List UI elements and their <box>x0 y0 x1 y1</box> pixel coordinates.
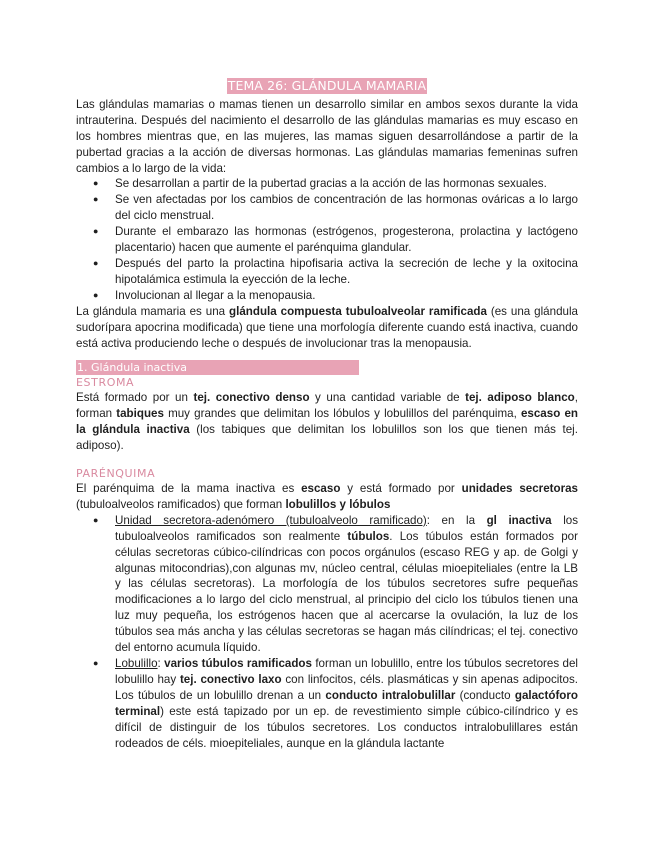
section-heading: 1. Glándula inactiva <box>76 360 359 375</box>
list-item: ● Durante el embarazo las hormonas (estrógenos, progesterona, prolactina y lactógeno placentario) hacen que aumente el parénquima glandular. <box>115 224 578 256</box>
list-item: ● Se desarrollan a partir de la pubertad gracias a la acción de las hormonas sexuales. <box>115 176 578 192</box>
list-item: ● Después del parto la prolactina hipofisaria activa la secreción de leche y la oxitocina hipotalámica estimula la eyección de la leche. <box>115 256 578 288</box>
estroma-paragraph: Está formado por un tej. conectivo denso y una cantidad variable de tej. adiposo blanco, forman tabiques muy grandes que delimitan los lóbulos y lobulillos del parénquima, escaso en la glándula inactiva (los tabiques que delimitan los lobulillos son los que tienen más tej. adiposo). <box>76 391 578 453</box>
intro-closing-paragraph: La glándula mamaria es una glándula compuesta tubuloalveolar ramificada (es una glándula sudorípara apocrina modificada) que tiene una morfología diferente cuando está inactiva, cuando está activa produciendo leche o después de involucionar tras la menopausia. <box>76 304 578 350</box>
list-item: ● Se ven afectadas por los cambios de concentración de las hormonas ováricas a lo largo del ciclo menstrual. <box>115 192 578 224</box>
document-page <box>76 78 578 751</box>
emphasis: glándula compuesta tubuloalveolar ramificada <box>229 304 487 318</box>
list-item-unidad-secretora: ● Unidad secretora-adenómero (tubuloalveolo ramificado): en la gl inactiva los tubuloalveolos ramificados son realmente túbulos. Los túbulos están formados por células secretoras cúbico-cilíndricas con pocos orgánulos (escaso REG y ap. de Golgi y algunas mitocondrias),con algunas mv, núcleo central, células mioepiteliales (entre la LB y las células secretoras). La morfología de los túbulos secretores sufre pequeñas modificaciones a lo largo del ciclo menstrual, al principio del ciclo los túbulos tienen una luz muy pequeña, los estrógenos hacen que al acercarse la ovulación, la luz de los túbulos sea más ancha y las células secretoras se hagan más cilíndricas; el tej. conectivo del entorno acumula líquido. <box>115 513 578 656</box>
parenquima-paragraph: El parénquima de la mama inactiva es escaso y está formado por unidades secretoras (tubuloalveolos ramificados) que forman lobulillos y lóbulos <box>76 482 578 511</box>
intro-bullet-list <box>76 176 578 303</box>
parenquima-heading: PARÉNQUIMA <box>76 467 156 481</box>
estroma-heading: ESTROMA <box>76 376 135 390</box>
list-item-lobulillo: ● Lobulillo: varios túbulos ramificados forman un lobulillo, entre los túbulos secretores del lobulillo hay tej. conectivo laxo con linfocitos, céls. plasmáticas y sin apenas adipocitos. Los túbulos de un lobulillo drenan a un conducto intralobulillar (conducto galactóforo terminal) este está tapizado por un ep. de revestimiento simple cúbico-cilíndrico y es difícil de distinguir de los túbulos secretores. Los conductos intralobulillares están rodeados de céls. mioepiteliales, aunque en la glándula lactante <box>115 656 578 751</box>
document-title: TEMA 26: GLÁNDULA MAMARIA <box>227 78 427 93</box>
list-item: ● Involucionan al llegar a la menopausia. <box>115 288 578 304</box>
intro-paragraph: Las glándulas mamarias o mamas tienen un desarrollo similar en ambos sexos durante la vida intrauterina. Después del nacimiento el desarrollo de las glándulas mamarias es muy escaso en los hombres mientras que, en las mujeres, las mamas siguen desarrollándose a partir de la pubertad gracias a la acción de diversas hormonas. Las glándulas mamarias femeninas sufren cambios a lo largo de la vida: <box>76 97 578 175</box>
parenquima-list <box>76 513 578 752</box>
title-wrap <box>76 78 578 95</box>
